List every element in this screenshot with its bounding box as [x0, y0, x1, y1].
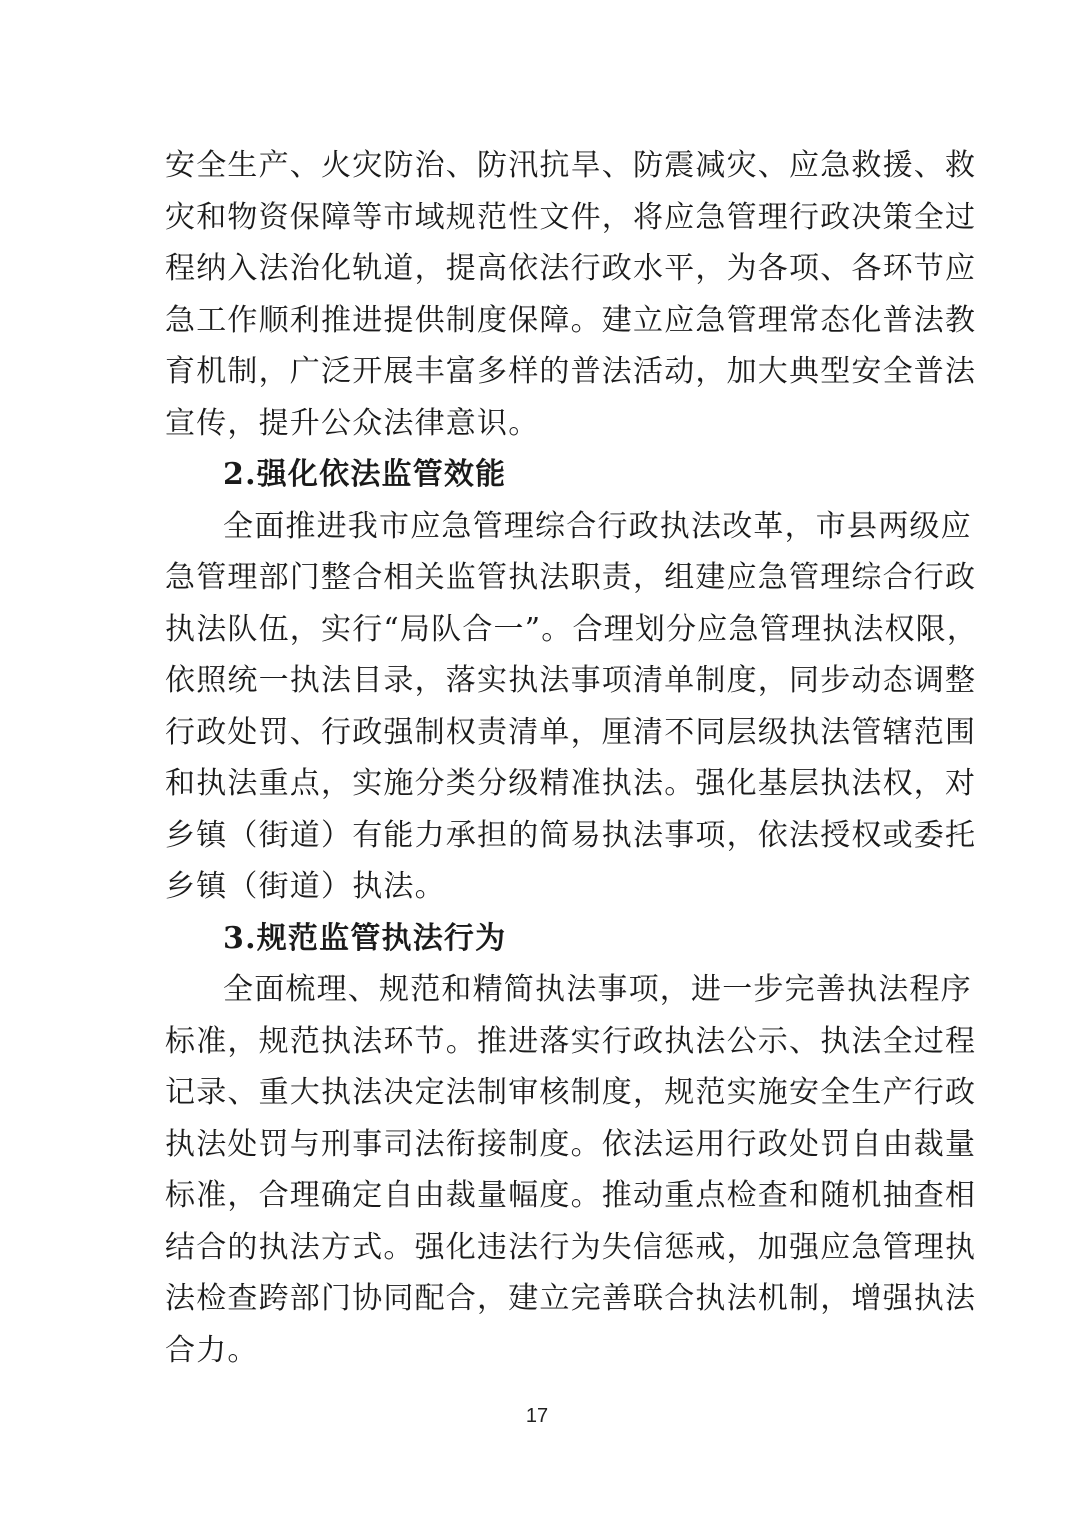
text-line: 和执法重点，实施分类分级精准执法。强化基层执法权，对 [165, 766, 977, 801]
text-line: 育机制，广泛开展丰富多样的普法活动，加大典型安全普法 [165, 354, 977, 389]
text-line: 法检查跨部门协同配合，建立完善联合执法机制，增强执法 [165, 1281, 977, 1316]
text-line: 急工作顺利推进提供制度保障。建立应急管理常态化普法教 [165, 302, 977, 338]
text-line: 全面推进我市应急管理综合行政执法改革，市县两级应 [223, 508, 972, 544]
document-body [165, 140, 979, 1376]
text-line: 记录、重大执法决定法制审核制度，规范实施安全生产行政 [165, 1075, 977, 1110]
text-line: 乡镇（街道）有能力承担的简易执法事项，依法授权或委托 [165, 817, 977, 853]
paragraph [165, 964, 977, 1376]
text-line: 执法队伍，实行“局队合一”。合理划分应急管理执法权限， [165, 611, 979, 647]
text-line: 全面梳理、规范和精简执法事项，进一步完善执法程序 [223, 972, 972, 1007]
section-heading: 3.规范监管执法行为 [223, 920, 507, 956]
text-line: 急管理部门整合相关监管执法职责，组建应急管理综合行政 [165, 560, 977, 595]
text-line: 合力。 [165, 1332, 259, 1368]
text-line: 标准，规范执法环节。推进落实行政执法公示、执法全过程 [165, 1023, 977, 1059]
text-line: 灾和物资保障等市域规范性文件，将应急管理行政决策全过 [165, 199, 977, 235]
text-line: 结合的执法方式。强化违法行为失信惩戒，加强应急管理执 [165, 1229, 977, 1265]
page-number: 17 [525, 1405, 549, 1427]
section-heading: 2.强化依法监管效能 [223, 457, 507, 492]
paragraph [165, 501, 979, 913]
text-line: 安全生产、火灾防治、防汛抗旱、防震减灾、应急救援、救 [165, 148, 977, 183]
text-line: 程纳入法治化轨道，提高依法行政水平，为各项、各环节应 [165, 251, 977, 286]
text-line: 乡镇（街道）执法。 [165, 869, 446, 904]
text-line: 宣传，提升公众法律意识。 [165, 405, 540, 441]
text-line: 执法处罚与刑事司法衔接制度。依法运用行政处罚自由裁量 [165, 1126, 977, 1162]
text-line: 标准，合理确定自由裁量幅度。推动重点检查和随机抽查相 [165, 1178, 977, 1213]
paragraph-continuation [165, 140, 977, 449]
text-line: 行政处罚、行政强制权责清单，厘清不同层级执法管辖范围 [165, 714, 977, 750]
text-line: 依照统一执法目录，落实执法事项清单制度，同步动态调整 [165, 663, 977, 698]
